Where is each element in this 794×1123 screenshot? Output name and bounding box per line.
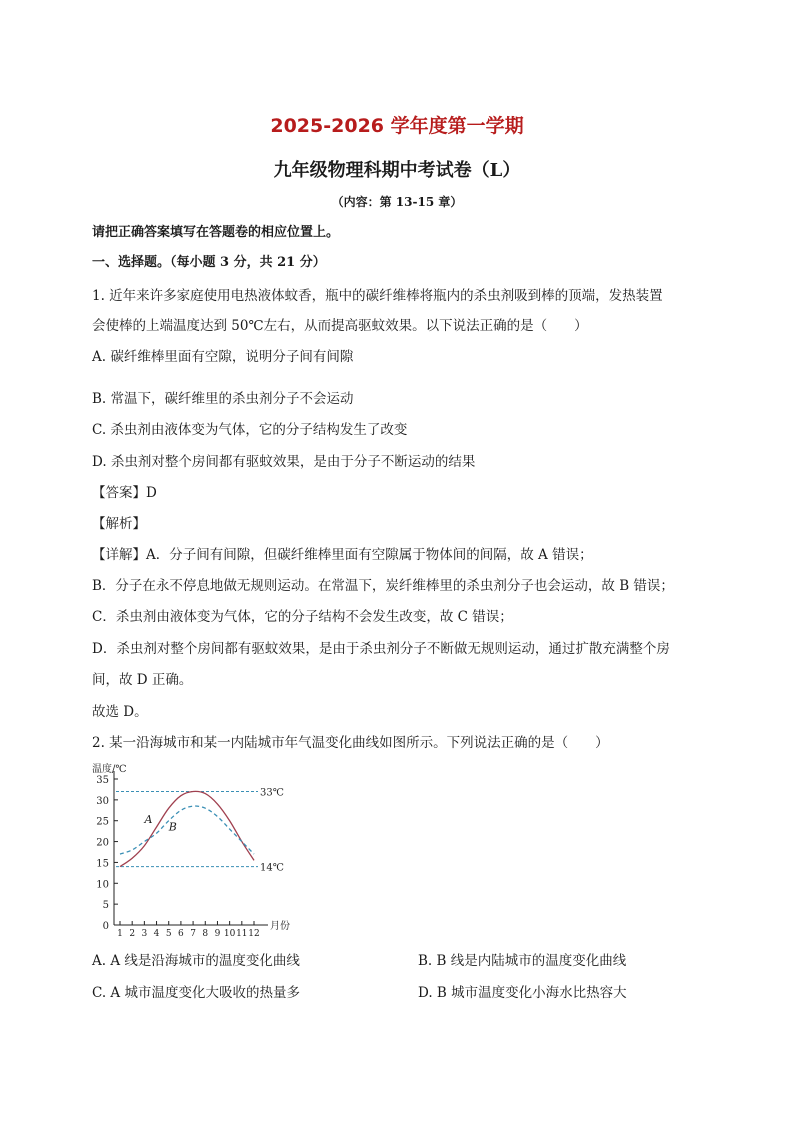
x-tick-label: 12 — [248, 929, 260, 939]
series-line-a — [120, 791, 254, 866]
y-axis-label: 温度/℃ — [92, 764, 127, 775]
x-tick-label: 4 — [153, 929, 160, 939]
term-heading: 2025-2026 学年度第一学期 — [270, 115, 524, 137]
reference-line-label: 33℃ — [260, 787, 284, 799]
x-tick-label: 8 — [202, 929, 209, 939]
q1-detail-b: B．分子在永不停息地做无规则运动。在常温下，炭纤维棒里的杀虫剂分子也会运动，故 B 错误； — [92, 578, 674, 594]
section-heading: 一、选择题。（每小题 3 分，共 21 分） — [92, 255, 326, 270]
q1-detail-d-line1: D．杀虫剂对整个房间都有驱蚊效果，是由于杀虫剂分子不断做无规则运动，通过扩散充满整个房 — [92, 641, 670, 657]
exam-title: 九年级物理科期中考试卷（L） — [273, 160, 521, 181]
q1-option-c: C. 杀虫剂由液体变为气体，它的分子结构发生了改变 — [92, 422, 408, 438]
q1-detail-c: C．杀虫剂由液体变为气体，它的分子结构不会发生改变，故 C 错误； — [92, 609, 513, 625]
x-tick-label: 3 — [141, 929, 148, 939]
q1-detail-a: 【详解】A．分子间有间隙，但碳纤维棒里面有空隙属于物体间的间隔，故 A 错误； — [92, 547, 593, 563]
q2-option-a: A. A 线是沿海城市的温度变化曲线 — [92, 953, 300, 969]
instruction: 请把正确答案填写在答题卷的相应位置上。 — [92, 225, 340, 240]
y-tick-label: 0 — [102, 921, 109, 932]
q1-answer: 【答案】D — [92, 485, 157, 501]
q1-stem-line2: 会使棒的上端温度达到 50℃左右，从而提高驱蚊效果。以下说法正确的是（ ） — [92, 318, 588, 334]
y-tick-label: 35 — [96, 775, 109, 786]
x-tick-label: 9 — [214, 929, 221, 939]
y-tick-label: 25 — [96, 816, 109, 828]
y-tick-label: 10 — [96, 879, 109, 891]
y-tick-label: 5 — [102, 900, 109, 912]
series-line-b — [120, 806, 254, 854]
x-tick-label: 1 — [117, 929, 123, 939]
x-tick-label: 2 — [129, 929, 136, 939]
q2-stem: 2. 某一沿海城市和某一内陆城市年气温变化曲线如图所示。下列说法正确的是（ ） — [92, 735, 609, 751]
exam-scope: （内容：第 13-15 章） — [331, 195, 463, 209]
q1-option-d: D. 杀虫剂对整个房间都有驱蚊效果，是由于分子不断运动的结果 — [92, 454, 476, 470]
x-tick-label: 7 — [190, 929, 196, 939]
q1-option-a: A. 碳纤维棒里面有空隙，说明分子间有间隙 — [92, 349, 354, 365]
temperature-chart — [84, 758, 290, 944]
q1-analysis-label: 【解析】 — [92, 516, 146, 532]
y-tick-label: 30 — [96, 795, 109, 807]
x-axis-label: 月份 — [270, 921, 290, 932]
q2-option-d: D. B 城市温度变化小海水比热容大 — [418, 985, 627, 1001]
y-tick-label: 15 — [96, 858, 109, 870]
q1-stem-line1: 1. 近年来许多家庭使用电热液体蚊香，瓶中的碳纤维棒将瓶内的杀虫剂吸到棒的顶端，发热装置 — [92, 288, 663, 304]
q1-choose: 故选 D。 — [92, 704, 148, 720]
x-tick-label: 6 — [178, 929, 184, 939]
q2-option-c: C. A 城市温度变化大吸收的热量多 — [92, 985, 300, 1001]
y-tick-label: 20 — [96, 837, 109, 849]
series-label-b: B — [168, 820, 177, 834]
q2-option-b: B. B 线是内陆城市的温度变化曲线 — [418, 953, 627, 969]
x-tick-label: 5 — [165, 929, 172, 939]
q1-detail-d-line2: 间，故 D 正确。 — [92, 672, 193, 688]
q1-option-b: B. 常温下，碳纤维里的杀虫剂分子不会运动 — [92, 391, 354, 407]
reference-line-label: 14℃ — [260, 862, 284, 874]
series-label-a: A — [144, 812, 153, 826]
x-tick-label: 10 — [223, 929, 236, 939]
x-tick-label: 11 — [236, 929, 248, 939]
